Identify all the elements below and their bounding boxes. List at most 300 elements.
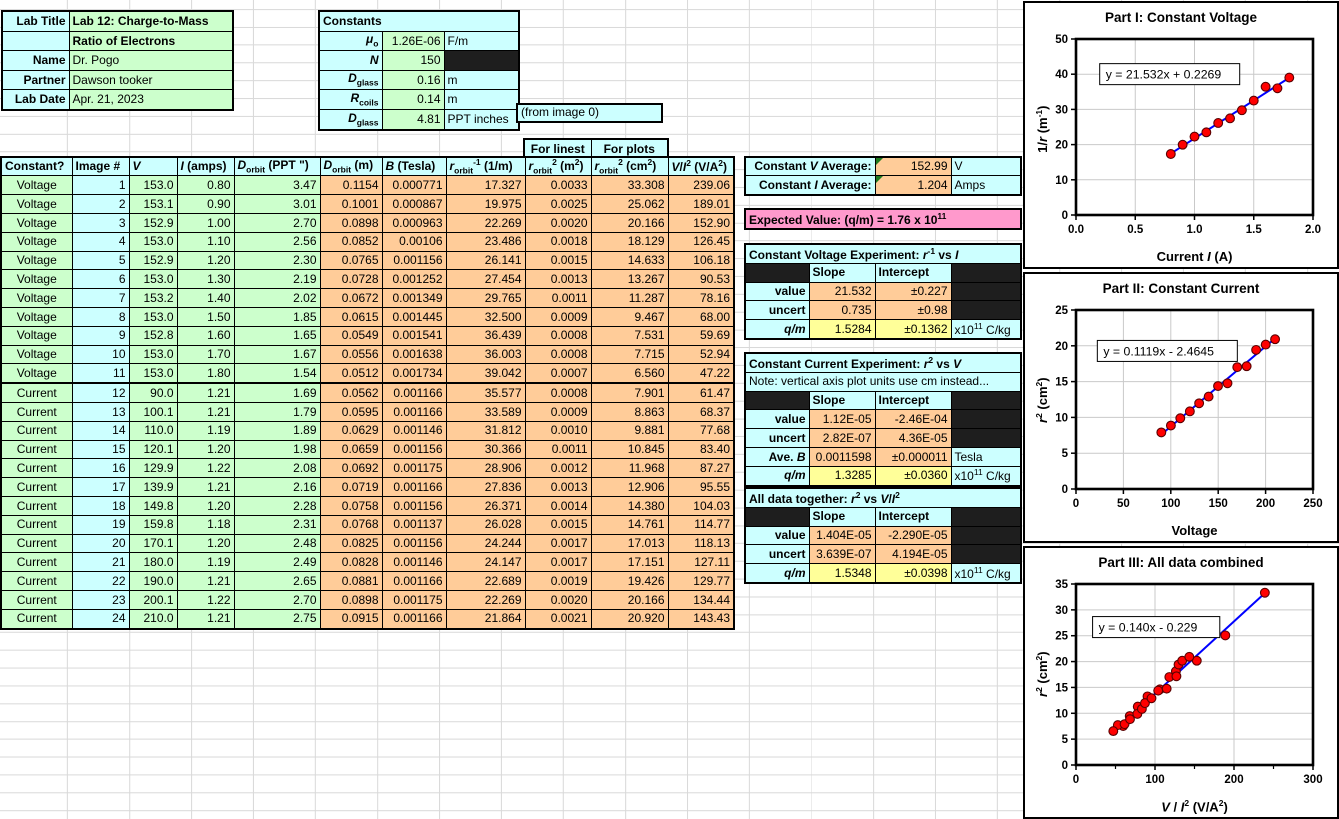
cell-d-orbit-m[interactable]: 0.0768 <box>320 515 382 534</box>
cell-constant[interactable]: Current <box>1 440 72 459</box>
cell-d-orbit-m[interactable]: 0.0898 <box>320 213 382 232</box>
cell-b-tesla[interactable]: 0.000867 <box>382 195 446 214</box>
cell-r2-cm2[interactable]: 19.426 <box>591 572 668 591</box>
cell-constant[interactable]: Voltage <box>1 326 72 345</box>
cell-constant[interactable]: Current <box>1 459 72 478</box>
summary-cell[interactable]: Intercept <box>875 263 951 282</box>
summary-cell[interactable] <box>951 301 1021 320</box>
summary-cell[interactable]: 1.12E-05 <box>809 410 875 429</box>
cell-r-inverse[interactable]: 24.147 <box>446 553 525 572</box>
cell-r-inverse[interactable]: 28.906 <box>446 459 525 478</box>
cell-d-orbit-ppt[interactable]: 2.08 <box>234 459 320 478</box>
summary-cell[interactable] <box>951 507 1021 526</box>
cell-r-inverse[interactable]: 26.028 <box>446 515 525 534</box>
cell-v-over-i2[interactable]: 59.69 <box>668 326 734 345</box>
cell-current[interactable]: 1.21 <box>177 402 234 421</box>
cell-voltage[interactable]: 110.0 <box>129 421 177 440</box>
cell-v-over-i2[interactable]: 95.55 <box>668 478 734 497</box>
cell-r-inverse[interactable]: 39.042 <box>446 364 525 383</box>
summary-cell[interactable]: Note: vertical axis plot units use cm instead... <box>745 372 1021 391</box>
cell-r2-cm2[interactable]: 14.633 <box>591 251 668 270</box>
column-header[interactable]: $D_{orbit}$ (m) <box>320 157 382 176</box>
cell-b-tesla[interactable]: 0.001175 <box>382 459 446 478</box>
cell-constant[interactable]: Voltage <box>1 307 72 326</box>
cell-current[interactable]: 1.20 <box>177 251 234 270</box>
cell-current[interactable]: 1.19 <box>177 553 234 572</box>
column-header[interactable]: I (amps) <box>177 157 234 176</box>
summary-cell[interactable]: Slope <box>809 263 875 282</box>
cell-b-tesla[interactable]: 0.001156 <box>382 251 446 270</box>
cell-image-number[interactable]: 24 <box>72 609 129 628</box>
chart-part1-constant-voltage[interactable] <box>1023 1 1339 269</box>
cell-b-tesla[interactable]: 0.001166 <box>382 609 446 628</box>
cell-r2-cm2[interactable]: 7.901 <box>591 383 668 402</box>
cell-r-inverse[interactable]: 31.812 <box>446 421 525 440</box>
cell-d-orbit-ppt[interactable]: 2.02 <box>234 289 320 308</box>
cell-r2-m2[interactable]: 0.0012 <box>525 459 591 478</box>
cell-r2-m2[interactable]: 0.0008 <box>525 345 591 364</box>
column-header[interactable]: Image # <box>72 157 129 176</box>
cell-voltage[interactable]: 120.1 <box>129 440 177 459</box>
summary-cell[interactable]: V <box>951 157 1021 176</box>
cell-b-tesla[interactable]: 0.000963 <box>382 213 446 232</box>
summary-cell[interactable]: q/m <box>745 564 809 583</box>
cell-current[interactable]: 1.20 <box>177 534 234 553</box>
cell-b-tesla[interactable]: 0.001349 <box>382 289 446 308</box>
summary-cell[interactable] <box>951 526 1021 545</box>
cell-r2-cm2[interactable]: 14.761 <box>591 515 668 534</box>
cell-image-number[interactable]: 20 <box>72 534 129 553</box>
cell-r2-m2[interactable]: 0.0013 <box>525 270 591 289</box>
cell-d-orbit-ppt[interactable]: 2.31 <box>234 515 320 534</box>
cell-r2-m2[interactable]: 0.0033 <box>525 176 591 195</box>
lab-info-label[interactable]: Lab Date <box>2 90 69 110</box>
cell-d-orbit-m[interactable]: 0.0595 <box>320 402 382 421</box>
cell-d-orbit-ppt[interactable]: 3.01 <box>234 195 320 214</box>
cell-d-orbit-ppt[interactable]: 1.69 <box>234 383 320 402</box>
summary-cell[interactable]: Constant I Average: <box>745 176 875 195</box>
summary-cell[interactable]: 152.99 <box>875 157 951 176</box>
cell-v-over-i2[interactable]: 104.03 <box>668 496 734 515</box>
summary-cell[interactable]: Intercept <box>875 507 951 526</box>
lab-info-value[interactable]: Dr. Pogo <box>69 51 233 71</box>
cell-r-inverse[interactable]: 19.975 <box>446 195 525 214</box>
cell-v-over-i2[interactable]: 114.77 <box>668 515 734 534</box>
cell-v-over-i2[interactable]: 87.27 <box>668 459 734 478</box>
cell-voltage[interactable]: 153.0 <box>129 270 177 289</box>
summary-cell[interactable]: $x10^{11}$ C/kg <box>951 564 1021 583</box>
cell-current[interactable]: 1.10 <box>177 232 234 251</box>
summary-cell[interactable]: ±0.0398 <box>875 564 951 583</box>
cell-d-orbit-ppt[interactable]: 3.47 <box>234 176 320 195</box>
cell-voltage[interactable]: 152.9 <box>129 213 177 232</box>
cell-d-orbit-ppt[interactable]: 2.28 <box>234 496 320 515</box>
cell-voltage[interactable]: 153.0 <box>129 307 177 326</box>
cell-b-tesla[interactable]: 0.001175 <box>382 590 446 609</box>
summary-cell[interactable]: Tesla <box>951 447 1021 466</box>
lab-info-value[interactable]: Apr. 21, 2023 <box>69 90 233 110</box>
cell-v-over-i2[interactable]: 134.44 <box>668 590 734 609</box>
summary-cell[interactable]: 3.639E-07 <box>809 545 875 564</box>
cell-current[interactable]: 1.00 <box>177 213 234 232</box>
summary-cell[interactable]: 1.5284 <box>809 320 875 339</box>
cell-current[interactable]: 1.70 <box>177 345 234 364</box>
cell-constant[interactable]: Current <box>1 478 72 497</box>
cell-d-orbit-ppt[interactable]: 2.16 <box>234 478 320 497</box>
cell-constant[interactable]: Current <box>1 590 72 609</box>
cell-current[interactable]: 1.50 <box>177 307 234 326</box>
cell-image-number[interactable]: 13 <box>72 402 129 421</box>
cell-constant[interactable]: Current <box>1 383 72 402</box>
cell-b-tesla[interactable]: 0.001638 <box>382 345 446 364</box>
cell-r2-cm2[interactable]: 20.920 <box>591 609 668 628</box>
cell-d-orbit-m[interactable]: 0.0825 <box>320 534 382 553</box>
cell-d-orbit-m[interactable]: 0.0719 <box>320 478 382 497</box>
cell-image-number[interactable]: 16 <box>72 459 129 478</box>
cell-d-orbit-ppt[interactable]: 1.85 <box>234 307 320 326</box>
cell-current[interactable]: 1.20 <box>177 440 234 459</box>
summary-cell[interactable]: 1.204 <box>875 176 951 195</box>
cell-constant[interactable]: Voltage <box>1 289 72 308</box>
summary-cell[interactable]: $x10^{11}$ C/kg <box>951 320 1021 339</box>
cell-d-orbit-m[interactable]: 0.0765 <box>320 251 382 270</box>
cell-r-inverse[interactable]: 17.327 <box>446 176 525 195</box>
cell-image-number[interactable]: 4 <box>72 232 129 251</box>
cell-r2-m2[interactable]: 0.0013 <box>525 478 591 497</box>
cell-r-inverse[interactable]: 30.366 <box>446 440 525 459</box>
column-header[interactable]: V <box>129 157 177 176</box>
cell-current[interactable]: 1.60 <box>177 326 234 345</box>
cell-voltage[interactable]: 159.8 <box>129 515 177 534</box>
constants-title[interactable]: Constants <box>319 11 519 31</box>
cell-v-over-i2[interactable]: 68.00 <box>668 307 734 326</box>
cell-r-inverse[interactable]: 36.439 <box>446 326 525 345</box>
cell-d-orbit-ppt[interactable]: 1.65 <box>234 326 320 345</box>
summary-cell[interactable]: 2.82E-07 <box>809 429 875 448</box>
constant-value[interactable]: 0.14 <box>382 90 444 110</box>
cell-r2-m2[interactable]: 0.0009 <box>525 307 591 326</box>
cell-b-tesla[interactable]: 0.001146 <box>382 421 446 440</box>
summary-cell[interactable]: Constant Voltage Experiment: $r^{-1}$ vs I <box>745 244 1021 263</box>
cell-voltage[interactable]: 153.0 <box>129 364 177 383</box>
cell-d-orbit-ppt[interactable]: 1.89 <box>234 421 320 440</box>
cell-image-number[interactable]: 19 <box>72 515 129 534</box>
cell-r2-m2[interactable]: 0.0007 <box>525 364 591 383</box>
cell-d-orbit-m[interactable]: 0.1001 <box>320 195 382 214</box>
constant-value[interactable]: 0.16 <box>382 70 444 90</box>
cell-d-orbit-ppt[interactable]: 2.70 <box>234 590 320 609</box>
cell-voltage[interactable]: 190.0 <box>129 572 177 591</box>
cell-current[interactable]: 1.40 <box>177 289 234 308</box>
cell-image-number[interactable]: 15 <box>72 440 129 459</box>
constants-note-cell[interactable]: (from image 0) <box>516 103 663 122</box>
cell-constant[interactable]: Current <box>1 402 72 421</box>
constant-label[interactable]: $\mu_o$ <box>319 31 382 51</box>
column-header[interactable]: Constant? <box>1 157 72 176</box>
cell-r2-cm2[interactable]: 7.715 <box>591 345 668 364</box>
cell-r2-cm2[interactable]: 9.881 <box>591 421 668 440</box>
summary-cell[interactable]: 1.404E-05 <box>809 526 875 545</box>
cell-r2-cm2[interactable]: 14.380 <box>591 496 668 515</box>
cell-b-tesla[interactable]: 0.001166 <box>382 478 446 497</box>
summary-cell[interactable]: Expected Value: (q/m) = 1.76 x $10^{11}$ <box>745 209 1021 229</box>
cell-image-number[interactable]: 14 <box>72 421 129 440</box>
cell-v-over-i2[interactable]: 47.22 <box>668 364 734 383</box>
summary-cell[interactable]: All data together: $r^2$ vs $V/I^2$ <box>745 488 1021 507</box>
summary-cell[interactable] <box>745 507 809 526</box>
constant-label[interactable]: N <box>319 51 382 71</box>
cell-image-number[interactable]: 1 <box>72 176 129 195</box>
summary-cell[interactable] <box>951 410 1021 429</box>
summary-cell[interactable]: Constant V Average: <box>745 157 875 176</box>
cell-b-tesla[interactable]: 0.001734 <box>382 364 446 383</box>
cell-voltage[interactable]: 153.1 <box>129 195 177 214</box>
cell-d-orbit-m[interactable]: 0.0672 <box>320 289 382 308</box>
summary-cell[interactable]: 1.5348 <box>809 564 875 583</box>
cell-image-number[interactable]: 18 <box>72 496 129 515</box>
cell-r2-cm2[interactable]: 7.531 <box>591 326 668 345</box>
cell-d-orbit-m[interactable]: 0.0881 <box>320 572 382 591</box>
cell-image-number[interactable]: 9 <box>72 326 129 345</box>
cell-d-orbit-m[interactable]: 0.0629 <box>320 421 382 440</box>
cell-r2-m2[interactable]: 0.0008 <box>525 383 591 402</box>
cell-voltage[interactable]: 210.0 <box>129 609 177 628</box>
cell-d-orbit-ppt[interactable]: 1.54 <box>234 364 320 383</box>
cell-b-tesla[interactable]: 0.001166 <box>382 402 446 421</box>
cell-v-over-i2[interactable]: 189.01 <box>668 195 734 214</box>
cell-d-orbit-ppt[interactable]: 2.65 <box>234 572 320 591</box>
cell-r2-m2[interactable]: 0.0020 <box>525 213 591 232</box>
cell-current[interactable]: 0.90 <box>177 195 234 214</box>
cell-current[interactable]: 1.30 <box>177 270 234 289</box>
cell-image-number[interactable]: 21 <box>72 553 129 572</box>
cell-r2-m2[interactable]: 0.0017 <box>525 553 591 572</box>
cell-voltage[interactable]: 152.8 <box>129 326 177 345</box>
summary-cell[interactable]: Ave. B <box>745 447 809 466</box>
cell-r2-m2[interactable]: 0.0011 <box>525 440 591 459</box>
cell-d-orbit-m[interactable]: 0.0549 <box>320 326 382 345</box>
cell-r2-m2[interactable]: 0.0019 <box>525 572 591 591</box>
cell-constant[interactable]: Current <box>1 534 72 553</box>
cell-b-tesla[interactable]: 0.001541 <box>382 326 446 345</box>
cell-v-over-i2[interactable]: 77.68 <box>668 421 734 440</box>
cell-b-tesla[interactable]: 0.001156 <box>382 534 446 553</box>
summary-cell[interactable] <box>951 391 1021 410</box>
cell-r2-m2[interactable]: 0.0015 <box>525 251 591 270</box>
cell-image-number[interactable]: 7 <box>72 289 129 308</box>
cell-d-orbit-m[interactable]: 0.0728 <box>320 270 382 289</box>
cell-voltage[interactable]: 153.0 <box>129 232 177 251</box>
cell-v-over-i2[interactable]: 129.77 <box>668 572 734 591</box>
lab-info-label[interactable] <box>2 31 69 51</box>
cell-r2-m2[interactable]: 0.0018 <box>525 232 591 251</box>
summary-cell[interactable] <box>745 263 809 282</box>
cell-d-orbit-ppt[interactable]: 2.48 <box>234 534 320 553</box>
lab-info-value[interactable]: Dawson tooker <box>69 70 233 90</box>
lab-info-value[interactable]: Ratio of Electrons <box>69 31 233 51</box>
cell-b-tesla[interactable]: 0.001445 <box>382 307 446 326</box>
cell-current[interactable]: 0.80 <box>177 176 234 195</box>
summary-cell[interactable]: value <box>745 526 809 545</box>
cell-r2-cm2[interactable]: 10.845 <box>591 440 668 459</box>
cell-r2-m2[interactable]: 0.0008 <box>525 326 591 345</box>
cell-constant[interactable]: Voltage <box>1 232 72 251</box>
cell-v-over-i2[interactable]: 78.16 <box>668 289 734 308</box>
cell-current[interactable]: 1.21 <box>177 478 234 497</box>
cell-b-tesla[interactable]: 0.000771 <box>382 176 446 195</box>
constant-value[interactable]: 4.81 <box>382 109 444 129</box>
cell-voltage[interactable]: 129.9 <box>129 459 177 478</box>
cell-voltage[interactable]: 180.0 <box>129 553 177 572</box>
cell-image-number[interactable]: 2 <box>72 195 129 214</box>
cell-voltage[interactable]: 153.2 <box>129 289 177 308</box>
cell-v-over-i2[interactable]: 106.18 <box>668 251 734 270</box>
summary-cell[interactable]: value <box>745 410 809 429</box>
cell-d-orbit-ppt[interactable]: 2.49 <box>234 553 320 572</box>
constant-unit[interactable]: PPT inches <box>444 109 519 129</box>
cell-image-number[interactable]: 23 <box>72 590 129 609</box>
cell-r2-m2[interactable]: 0.0017 <box>525 534 591 553</box>
cell-d-orbit-m[interactable]: 0.0852 <box>320 232 382 251</box>
lab-info-label[interactable]: Lab Title <box>2 11 69 31</box>
cell-v-over-i2[interactable]: 118.13 <box>668 534 734 553</box>
cell-b-tesla[interactable]: 0.001252 <box>382 270 446 289</box>
cell-voltage[interactable]: 149.8 <box>129 496 177 515</box>
cell-d-orbit-m[interactable]: 0.1154 <box>320 176 382 195</box>
cell-current[interactable]: 1.80 <box>177 364 234 383</box>
summary-cell[interactable] <box>951 545 1021 564</box>
cell-image-number[interactable]: 8 <box>72 307 129 326</box>
cell-d-orbit-ppt[interactable]: 2.75 <box>234 609 320 628</box>
cell-r2-m2[interactable]: 0.0025 <box>525 195 591 214</box>
cell-constant[interactable]: Voltage <box>1 364 72 383</box>
cell-d-orbit-ppt[interactable]: 1.67 <box>234 345 320 364</box>
summary-cell[interactable]: uncert <box>745 429 809 448</box>
cell-b-tesla[interactable]: 0.001146 <box>382 553 446 572</box>
cell-r2-cm2[interactable]: 13.267 <box>591 270 668 289</box>
cell-image-number[interactable]: 6 <box>72 270 129 289</box>
chart-part3-all-data[interactable] <box>1023 546 1339 819</box>
cell-d-orbit-m[interactable]: 0.0915 <box>320 609 382 628</box>
cell-d-orbit-ppt[interactable]: 1.79 <box>234 402 320 421</box>
column-header[interactable]: $r_{orbit}^2$ $(cm^2)$ <box>591 157 668 176</box>
summary-cell[interactable]: q/m <box>745 466 809 485</box>
cell-r-inverse[interactable]: 32.500 <box>446 307 525 326</box>
cell-constant[interactable]: Voltage <box>1 195 72 214</box>
cell-r2-m2[interactable]: 0.0011 <box>525 289 591 308</box>
cell-r-inverse[interactable]: 24.244 <box>446 534 525 553</box>
cell-current[interactable]: 1.18 <box>177 515 234 534</box>
cell-r-inverse[interactable]: 36.003 <box>446 345 525 364</box>
cell-b-tesla[interactable]: 0.001156 <box>382 440 446 459</box>
cell-b-tesla[interactable]: 0.00106 <box>382 232 446 251</box>
cell-r-inverse[interactable]: 22.689 <box>446 572 525 591</box>
cell-v-over-i2[interactable]: 127.11 <box>668 553 734 572</box>
cell-image-number[interactable]: 12 <box>72 383 129 402</box>
cell-v-over-i2[interactable]: 83.40 <box>668 440 734 459</box>
column-header[interactable]: $D_{orbit}$ (PPT ") <box>234 157 320 176</box>
column-header[interactable]: $V/I^2$ $(V/A^2)$ <box>668 157 734 176</box>
cell-r-inverse[interactable]: 29.765 <box>446 289 525 308</box>
cell-r2-cm2[interactable]: 25.062 <box>591 195 668 214</box>
cell-r-inverse[interactable]: 21.864 <box>446 609 525 628</box>
cell-image-number[interactable]: 22 <box>72 572 129 591</box>
cell-current[interactable]: 1.22 <box>177 590 234 609</box>
constant-value[interactable]: 150 <box>382 51 444 71</box>
summary-cell[interactable]: Slope <box>809 391 875 410</box>
cell-current[interactable]: 1.21 <box>177 383 234 402</box>
cell-voltage[interactable]: 100.1 <box>129 402 177 421</box>
cell-r-inverse[interactable]: 27.836 <box>446 478 525 497</box>
group-header-plots[interactable]: For plots <box>591 139 668 159</box>
cell-constant[interactable]: Voltage <box>1 345 72 364</box>
summary-cell[interactable]: 21.532 <box>809 282 875 301</box>
cell-current[interactable]: 1.21 <box>177 609 234 628</box>
cell-constant[interactable]: Voltage <box>1 251 72 270</box>
cell-constant[interactable]: Current <box>1 572 72 591</box>
constant-label[interactable]: $R_{coils}$ <box>319 90 382 110</box>
cell-v-over-i2[interactable]: 90.53 <box>668 270 734 289</box>
cell-d-orbit-m[interactable]: 0.0828 <box>320 553 382 572</box>
cell-current[interactable]: 1.22 <box>177 459 234 478</box>
cell-b-tesla[interactable]: 0.001166 <box>382 383 446 402</box>
cell-image-number[interactable]: 11 <box>72 364 129 383</box>
summary-cell[interactable]: ±0.98 <box>875 301 951 320</box>
cell-d-orbit-ppt[interactable]: 2.30 <box>234 251 320 270</box>
cell-d-orbit-m[interactable]: 0.0615 <box>320 307 382 326</box>
constant-label[interactable]: $D_{glass}$ <box>319 70 382 90</box>
cell-r2-cm2[interactable]: 17.013 <box>591 534 668 553</box>
cell-v-over-i2[interactable]: 152.90 <box>668 213 734 232</box>
cell-r2-cm2[interactable]: 11.968 <box>591 459 668 478</box>
cell-constant[interactable]: Current <box>1 421 72 440</box>
cell-voltage[interactable]: 153.0 <box>129 345 177 364</box>
cell-constant[interactable]: Current <box>1 496 72 515</box>
cell-d-orbit-m[interactable]: 0.0659 <box>320 440 382 459</box>
summary-cell[interactable] <box>951 282 1021 301</box>
column-header[interactable]: $r_{orbit}^{-1}$ (1/m) <box>446 157 525 176</box>
cell-v-over-i2[interactable]: 239.06 <box>668 176 734 195</box>
cell-d-orbit-m[interactable]: 0.0692 <box>320 459 382 478</box>
cell-image-number[interactable]: 17 <box>72 478 129 497</box>
cell-v-over-i2[interactable]: 61.47 <box>668 383 734 402</box>
cell-v-over-i2[interactable]: 126.45 <box>668 232 734 251</box>
cell-voltage[interactable]: 139.9 <box>129 478 177 497</box>
cell-image-number[interactable]: 5 <box>72 251 129 270</box>
summary-cell[interactable] <box>951 429 1021 448</box>
cell-r2-m2[interactable]: 0.0009 <box>525 402 591 421</box>
summary-cell[interactable]: -2.290E-05 <box>875 526 951 545</box>
summary-cell[interactable]: $x10^{11}$ C/kg <box>951 466 1021 485</box>
summary-cell[interactable] <box>745 391 809 410</box>
cell-v-over-i2[interactable]: 52.94 <box>668 345 734 364</box>
summary-cell[interactable]: uncert <box>745 301 809 320</box>
cell-r-inverse[interactable]: 26.371 <box>446 496 525 515</box>
summary-cell[interactable]: Amps <box>951 176 1021 195</box>
cell-r2-cm2[interactable]: 8.863 <box>591 402 668 421</box>
cell-r-inverse[interactable]: 23.486 <box>446 232 525 251</box>
summary-cell[interactable]: 1.3285 <box>809 466 875 485</box>
cell-constant[interactable]: Voltage <box>1 270 72 289</box>
cell-r-inverse[interactable]: 22.269 <box>446 590 525 609</box>
constant-value[interactable]: 1.26E-06 <box>382 31 444 51</box>
cell-d-orbit-m[interactable]: 0.0562 <box>320 383 382 402</box>
summary-cell[interactable]: 4.194E-05 <box>875 545 951 564</box>
cell-d-orbit-ppt[interactable]: 2.70 <box>234 213 320 232</box>
cell-r2-m2[interactable]: 0.0015 <box>525 515 591 534</box>
summary-cell[interactable]: Slope <box>809 507 875 526</box>
cell-r2-cm2[interactable]: 6.560 <box>591 364 668 383</box>
